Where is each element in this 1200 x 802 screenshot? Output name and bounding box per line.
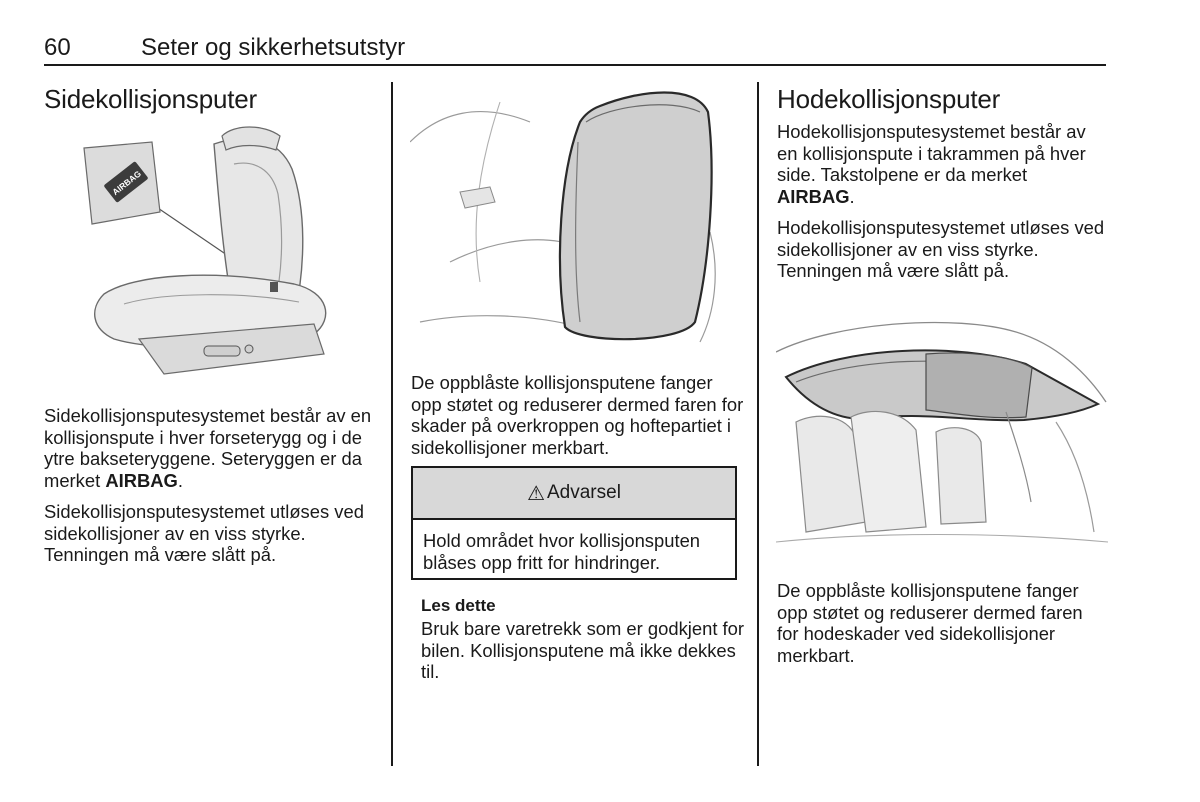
column-divider-right: [757, 82, 759, 766]
middle-caption: De oppblåste kollisjonsputene fanger opp støtet og reduserer dermed faren for skader på overkroppen og hoftepartiet i sidekollisjoner merkbart.: [411, 372, 744, 458]
inflated-side-airbag-illustration: [410, 82, 740, 350]
left-paragraph-1: Sidekollisjonsputesystemet består av en kollisjonspute i hver forseterygg og i de ytre bakseteryggene. Seteryggen er da merket AIRBAG.: [44, 405, 372, 491]
warning-text: Hold området hvor kollisjonsputen blåses opp fritt for hindringer.: [423, 530, 701, 573]
airbag-label-inset: [84, 142, 160, 224]
column-divider-left: [391, 82, 393, 766]
warning-triangle-icon: ⚠: [527, 482, 545, 505]
side-airbag-heading: Sidekollisjonsputer: [44, 84, 257, 114]
section-title: Seter og sikkerhetsutstyr: [141, 34, 406, 61]
warning-header: [413, 468, 735, 520]
inflated-airbag: [560, 93, 712, 340]
right-caption: De oppblåste kollisjonsputene fanger opp støtet og reduserer dermed faren for hodeskader ved sidekollisjoner merkbart.: [777, 580, 1083, 666]
header-rule: [44, 64, 1106, 66]
airbag-badge-text: AIRBAG: [110, 168, 143, 198]
right-paragraph-2: Hodekollisjonsputesystemet utløses ved sidekollisjoner av en viss styrke. Tenningen må være slått på.: [777, 217, 1105, 281]
note-title: Les dette: [421, 596, 496, 615]
seat-airbag-illustration: [44, 124, 372, 392]
right-paragraph-1: Hodekollisjonsputesystemet består av en kollisjonspute i takrammen på hver side. Takstolpene er da merket AIRBAG.: [777, 121, 1086, 207]
left-paragraph-2: Sidekollisjonsputesystemet utløses ved sidekollisjoner av en viss styrke. Tenningen må være slått på.: [44, 501, 364, 565]
page-number: 60: [44, 34, 71, 61]
head-airbag-heading: Hodekollisjonsputer: [777, 84, 1001, 114]
curtain-airbag-illustration: [776, 292, 1108, 558]
airbag-badge-small: [270, 282, 278, 292]
note-text: Bruk bare varetrekk som er godkjent for bilen. Kollisjonsputene må ikke dekkes til.: [421, 618, 744, 682]
warning-title: Advarsel: [547, 482, 621, 503]
warning-box: [411, 466, 737, 580]
